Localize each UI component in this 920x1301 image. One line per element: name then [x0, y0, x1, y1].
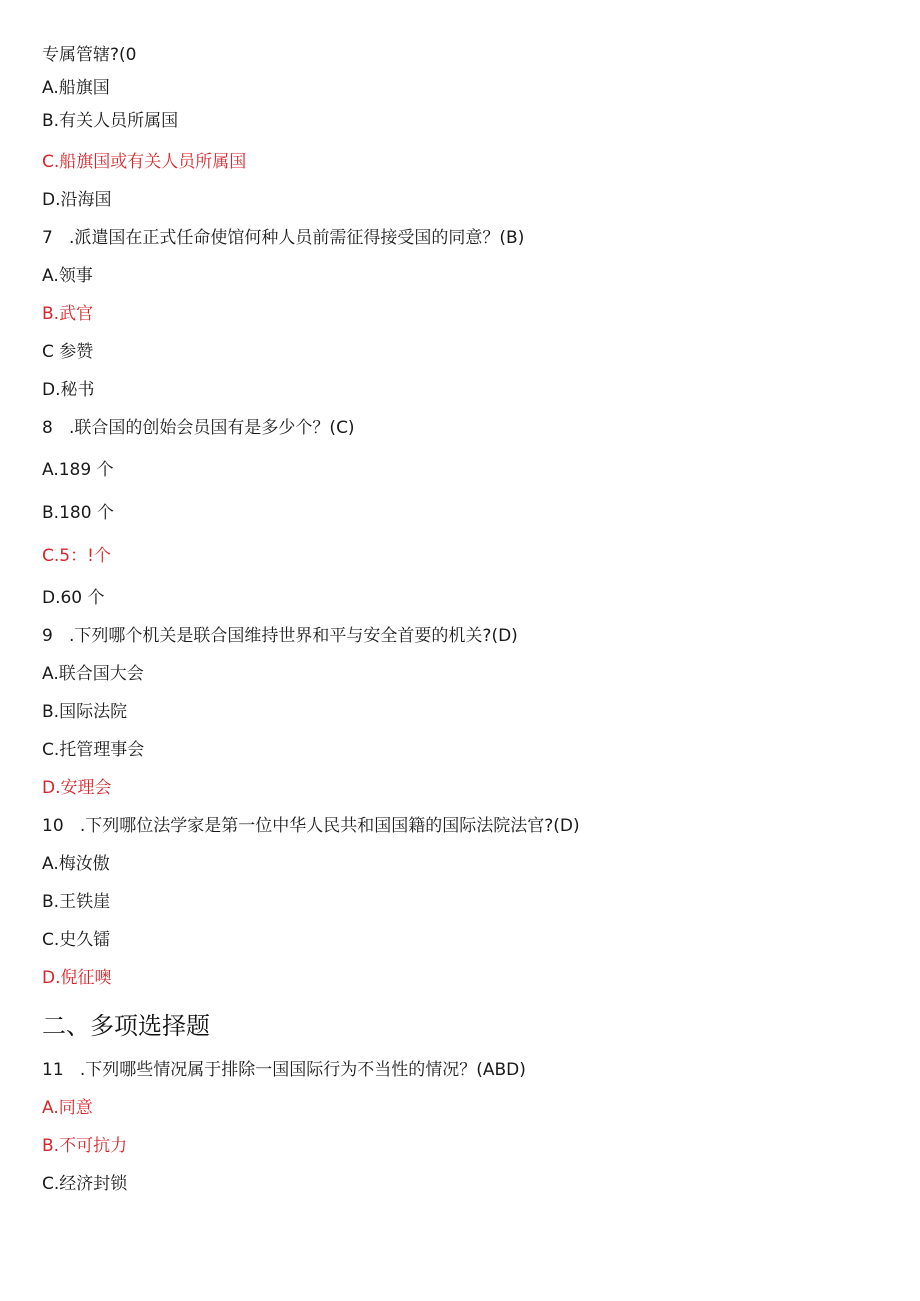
question-8-option-b: B.180 个	[42, 503, 114, 523]
question-10-stem: 10 .下列哪位法学家是第一位中华人民共和国国籍的国际法院法官?(D)	[42, 816, 580, 836]
question-6-option-b: B.有关人员所属国	[42, 111, 179, 131]
question-9-stem: 9 .下列哪个机关是联合国维持世界和平与安全首要的机关?(D)	[42, 626, 518, 646]
question-7-option-d: D.秘书	[42, 380, 95, 400]
section-heading-multiple-choice: 二、多项选择题	[42, 1012, 210, 1040]
question-9-option-b: B.国际法院	[42, 702, 128, 722]
question-7-option-c: C 参赞	[42, 342, 94, 362]
question-8-option-d: D.60 个	[42, 588, 105, 608]
question-11-option-c: C.经济封锁	[42, 1174, 128, 1194]
question-7-option-a: A.领事	[42, 266, 93, 286]
question-9-option-c: C.托管理事会	[42, 740, 145, 760]
question-10-option-d-answer: D.倪征噢	[42, 968, 112, 988]
question-8-option-a: A.189 个	[42, 460, 114, 480]
question-8-option-c-answer: C.5：!个	[42, 546, 111, 566]
question-6-option-d: D.沿海国	[42, 190, 112, 210]
question-8-stem: 8 .联合国的创始会员国有是多少个？(C)	[42, 418, 355, 438]
question-9-option-a: A.联合国大会	[42, 664, 144, 684]
question-11-option-a-answer: A.同意	[42, 1098, 93, 1118]
question-10-option-c: C.史久镭	[42, 930, 111, 950]
question-6-option-a: A.船旗国	[42, 78, 110, 98]
question-9-option-d-answer: D.安理会	[42, 778, 112, 798]
question-6-option-c-answer: C.船旗国或有关人员所属国	[42, 152, 247, 172]
question-7-option-b-answer: B.武官	[42, 304, 94, 324]
question-11-stem: 11 .下列哪些情况属于排除一国国际行为不当性的情况？(ABD)	[42, 1060, 526, 1080]
question-6-stem-tail: 专属管辖?(0	[42, 45, 137, 65]
question-10-option-a: A.梅汝傲	[42, 854, 110, 874]
question-7-stem: 7 .派遣国在正式任命使馆何种人员前需征得接受国的同意？(B)	[42, 228, 525, 248]
question-11-option-b-answer: B.不可抗力	[42, 1136, 128, 1156]
question-10-option-b: B.王铁崖	[42, 892, 111, 912]
